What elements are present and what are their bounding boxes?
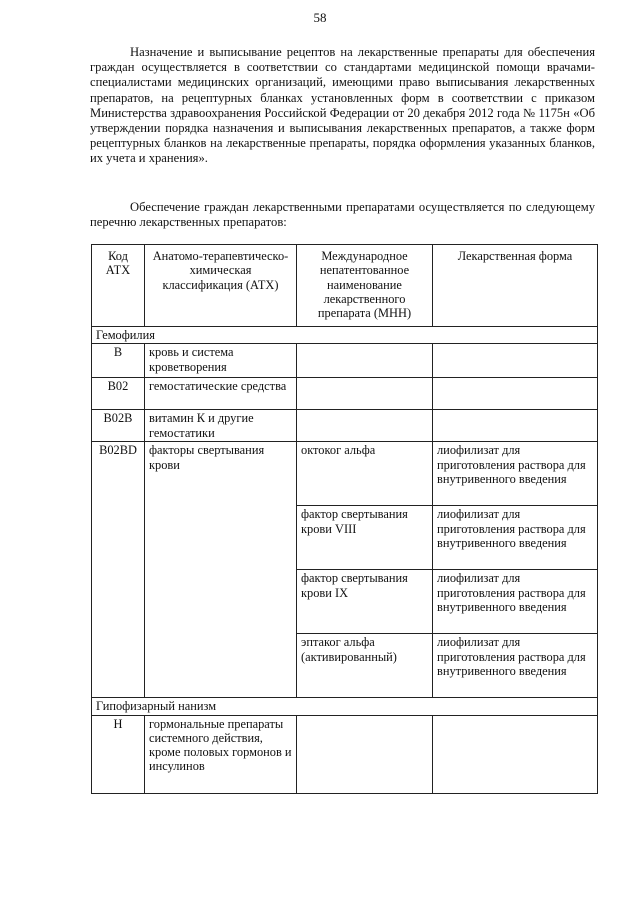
atc-name-cell: факторы свертывания крови (145, 442, 297, 698)
form-cell (433, 715, 598, 793)
inn-cell: эптаког альфа (активированный) (297, 634, 433, 698)
form-cell: лиофилизат для приготовления раствора для внутривенного введения (433, 506, 598, 570)
atc-name-cell: кровь и система кроветворения (145, 344, 297, 378)
atc-name-cell: гормональные препараты системного действия, кроме половых гормонов и инсулинов (145, 715, 297, 793)
table-header-row (92, 245, 598, 327)
table-row (92, 715, 598, 793)
group-row-pituitary-dwarfism (92, 698, 598, 715)
atc-code-cell: B02 (92, 378, 145, 410)
atc-code-cell: B02BD (92, 442, 145, 698)
inn-cell: октоког альфа (297, 442, 433, 506)
form-cell (433, 378, 598, 410)
group-label: Гемофилия (92, 327, 598, 344)
inn-cell: фактор свертывания крови VIII (297, 506, 433, 570)
atc-code-cell: B (92, 344, 145, 378)
form-cell (433, 344, 598, 378)
form-cell: лиофилизат для приготовления раствора для внутривенного введения (433, 634, 598, 698)
inn-cell (297, 715, 433, 793)
inn-cell (297, 378, 433, 410)
table-row (92, 344, 598, 378)
form-cell: лиофилизат для приготовления раствора для внутривенного введения (433, 570, 598, 634)
inn-cell (297, 410, 433, 442)
drug-list-table (91, 244, 598, 794)
atc-code-cell: H (92, 715, 145, 793)
header-dosage-form: Лекарственная форма (433, 245, 598, 327)
form-cell (433, 410, 598, 442)
atc-code-cell: B02B (92, 410, 145, 442)
header-inn: Международное непатентованное наименование лекарственного препарата (МНН) (297, 245, 433, 327)
form-cell: лиофилизат для приготовления раствора для внутривенного введения (433, 442, 598, 506)
list-intro-paragraph: Обеспечение граждан лекарственными препаратами осуществляется по следующему перечню лекарственных препаратов: (90, 200, 595, 230)
table-row (92, 442, 598, 506)
header-atc-classification: Анатомо-терапевтическо-химическая классификация (АТХ) (145, 245, 297, 327)
table-row (92, 410, 598, 442)
atc-name-cell: гемостатические средства (145, 378, 297, 410)
inn-cell: фактор свертывания крови IX (297, 570, 433, 634)
table-row (92, 378, 598, 410)
page-number: 58 (313, 10, 327, 25)
group-row-hemophilia (92, 327, 598, 344)
atc-name-cell: витамин К и другие гемостатики (145, 410, 297, 442)
group-label: Гипофизарный нанизм (92, 698, 598, 715)
intro-paragraph: Назначение и выписывание рецептов на лекарственные препараты для обеспечения граждан осуществляется в соответствии со стандартами медицинской помощи врачами-специалистами медицинских организаций, имеющими право выписывания лекарственных препаратов, на рецептурных бланках установленных форм в соответствии с приказом Министерства здравоохранения Российской Федерации от 20 декабря 2012 года № 1175н «Об утверждении порядка назначения и выписывания лекарственных препаратов, а также форм рецептурных бланков на лекарственные препараты, порядка оформления указанных бланков, их учета и хранения». (90, 45, 595, 166)
header-atc-code: Код АТХ (92, 245, 145, 327)
inn-cell (297, 344, 433, 378)
